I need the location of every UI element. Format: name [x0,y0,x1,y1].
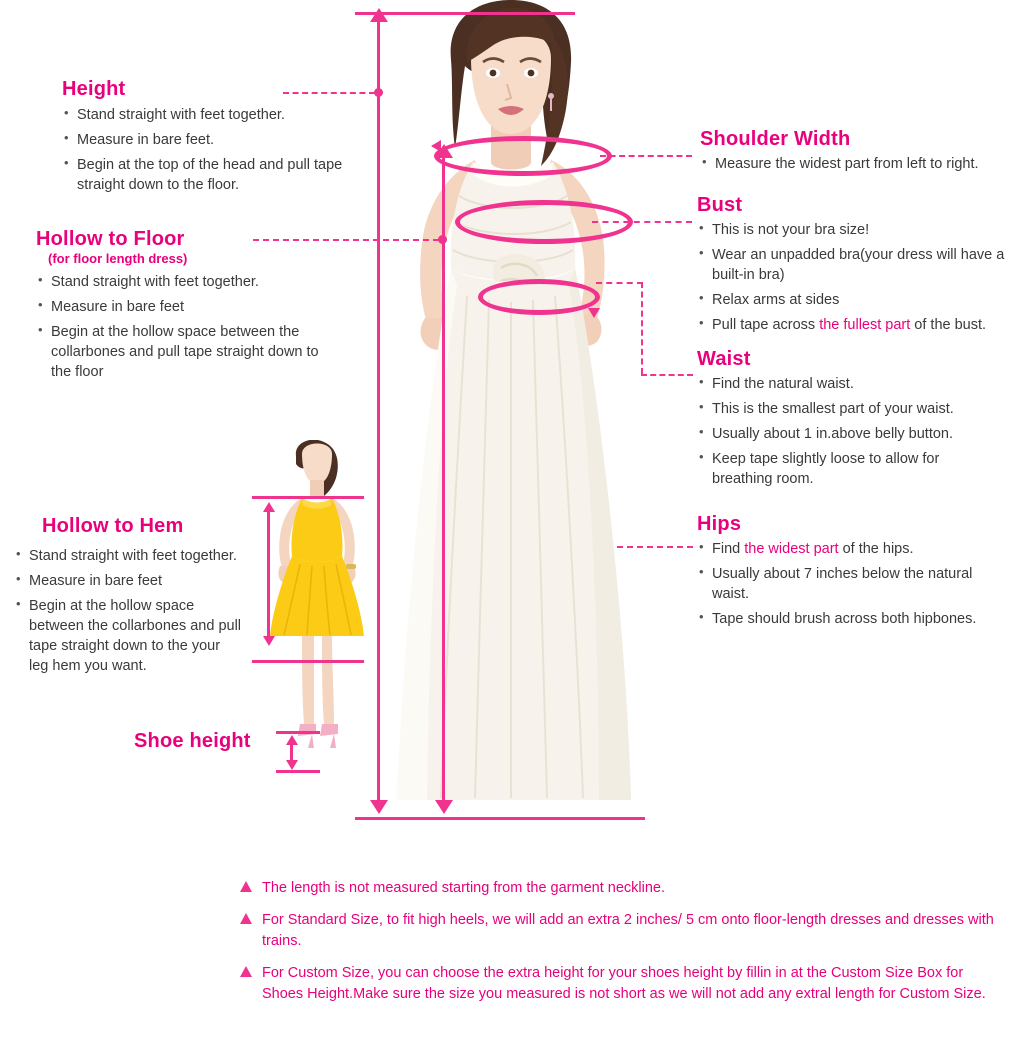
shoe-height-top-rule [276,731,320,734]
shoe-height-axis [290,742,293,762]
list-item: • Measure in bare feet. [62,130,352,150]
height-bottom-rule [355,817,645,820]
list-item-highlight [697,315,1012,335]
height-list [62,105,352,195]
waist-leader-bottom [641,374,693,376]
waist-arrow [588,308,600,318]
shoulder-leader [600,155,692,157]
list-item: • Relax arms at sides [697,290,1012,310]
hollow-to-hem-heading: Hollow to Hem [42,515,184,537]
footnote [240,878,1000,899]
model-illustration-small [252,440,382,770]
hips-leader [617,546,693,548]
hips-heading: Hips [697,513,742,535]
footnote-text: For Standard Size, to fit high heels, we will add an extra 2 inches/ 5 cm onto floor-length dresses and dresses with trains. [262,912,994,950]
waist-list [697,374,997,489]
section-waist [697,348,997,494]
waist-leader-vertical [641,282,643,374]
height-axis [377,18,380,808]
footnotes [240,878,1000,1016]
hollow-floor-axis [442,156,445,808]
hollow-to-floor-subheading: (for floor length dress) [48,251,188,266]
list-item: • This is not your bra size! [697,220,1012,240]
waist-measure-band [478,279,600,315]
shoe-height-arrow-bottom [286,760,298,770]
section-shoulder-width [700,128,1010,179]
height-marker-dot [374,88,383,97]
bust-highlight-after: of the bust. [910,317,987,333]
waist-leader-top [596,282,643,284]
hollow-hem-arrow-bottom [263,636,275,646]
list-item: • Stand straight with feet together. [36,272,336,292]
hips-highlight-before: Find [712,541,745,557]
hips-highlight-text: the widest part [744,541,839,557]
height-arrow-bottom [370,800,388,814]
section-hips [697,513,1007,634]
hollow-floor-marker-dot [438,235,447,244]
warning-triangle-icon [240,913,252,924]
list-item: • Keep tape slightly loose to allow for breathing room. [697,449,997,489]
hollow-hem-top-rule [252,496,364,499]
hollow-floor-arrow-bottom [435,800,453,814]
hollow-to-floor-heading: Hollow to Floor [36,228,185,250]
shoe-height-heading: Shoe height [134,730,251,752]
list-item: • Find the natural waist. [697,374,997,394]
list-item: • Stand straight with feet together. [14,546,242,566]
bust-list [697,220,1012,335]
footnote [240,910,1000,952]
bust-highlight-before: Pull tape across [712,317,820,333]
list-item: • Begin at the hollow space between the collarbones and pull tape straight down to the floor [36,322,336,382]
list-item: • Measure in bare feet [36,297,336,317]
bust-heading: Bust [697,194,743,216]
list-item: • Usually about 7 inches below the natural waist. [697,564,1007,604]
hollow-hem-bottom-rule [252,660,364,663]
shoulder-measure-band [434,136,612,176]
hollow-hem-axis [267,510,270,638]
list-item: • Measure the widest part from left to right. [700,154,1010,174]
section-bust [697,194,1012,340]
height-heading: Height [62,78,126,100]
section-shoe-height [134,730,251,753]
list-item: • Measure in bare feet [14,571,242,591]
shoulder-width-list [700,154,1010,174]
list-item: • Begin at the hollow space between the collarbones and pull tape straight down to the your leg hem you want. [14,596,242,676]
section-hollow-to-floor [36,228,336,387]
model-illustration-main [355,0,675,830]
list-item: • This is the smallest part of your waist. [697,399,997,419]
bust-highlight-text: the fullest part [819,317,911,333]
hollow-to-hem-list [14,546,242,676]
list-item: • Stand straight with feet together. [62,105,352,125]
footnote [240,963,1000,1005]
shoulder-arrow [431,140,441,152]
bust-leader [592,221,692,223]
shoe-height-bottom-rule [276,770,320,773]
warning-triangle-icon [240,966,252,977]
hips-highlight-after: of the hips. [838,541,914,557]
list-item: • Tape should brush across both hipbones. [697,609,1007,629]
hollow-to-floor-list [36,272,336,382]
section-hollow-to-hem [14,515,242,681]
height-top-rule [355,12,575,15]
list-item-highlight [697,539,1007,559]
section-height [62,78,352,200]
list-item: • Usually about 1 in.above belly button. [697,424,997,444]
list-item: • Begin at the top of the head and pull tape straight down to the floor. [62,155,352,195]
footnote-text: For Custom Size, you can choose the extra height for your shoes height by fillin in at the Custom Size Box for Shoes Height.Make sure the size you measured is not short as we will not add any extral length for Custom Size. [262,965,986,1003]
waist-heading: Waist [697,348,751,370]
shoulder-width-heading: Shoulder Width [700,128,851,150]
list-item: • Wear an unpadded bra(your dress will have a built-in bra) [697,245,1012,285]
warning-triangle-icon [240,881,252,892]
footnote-text: The length is not measured starting from the garment neckline. [262,880,665,896]
hips-list [697,539,1007,629]
